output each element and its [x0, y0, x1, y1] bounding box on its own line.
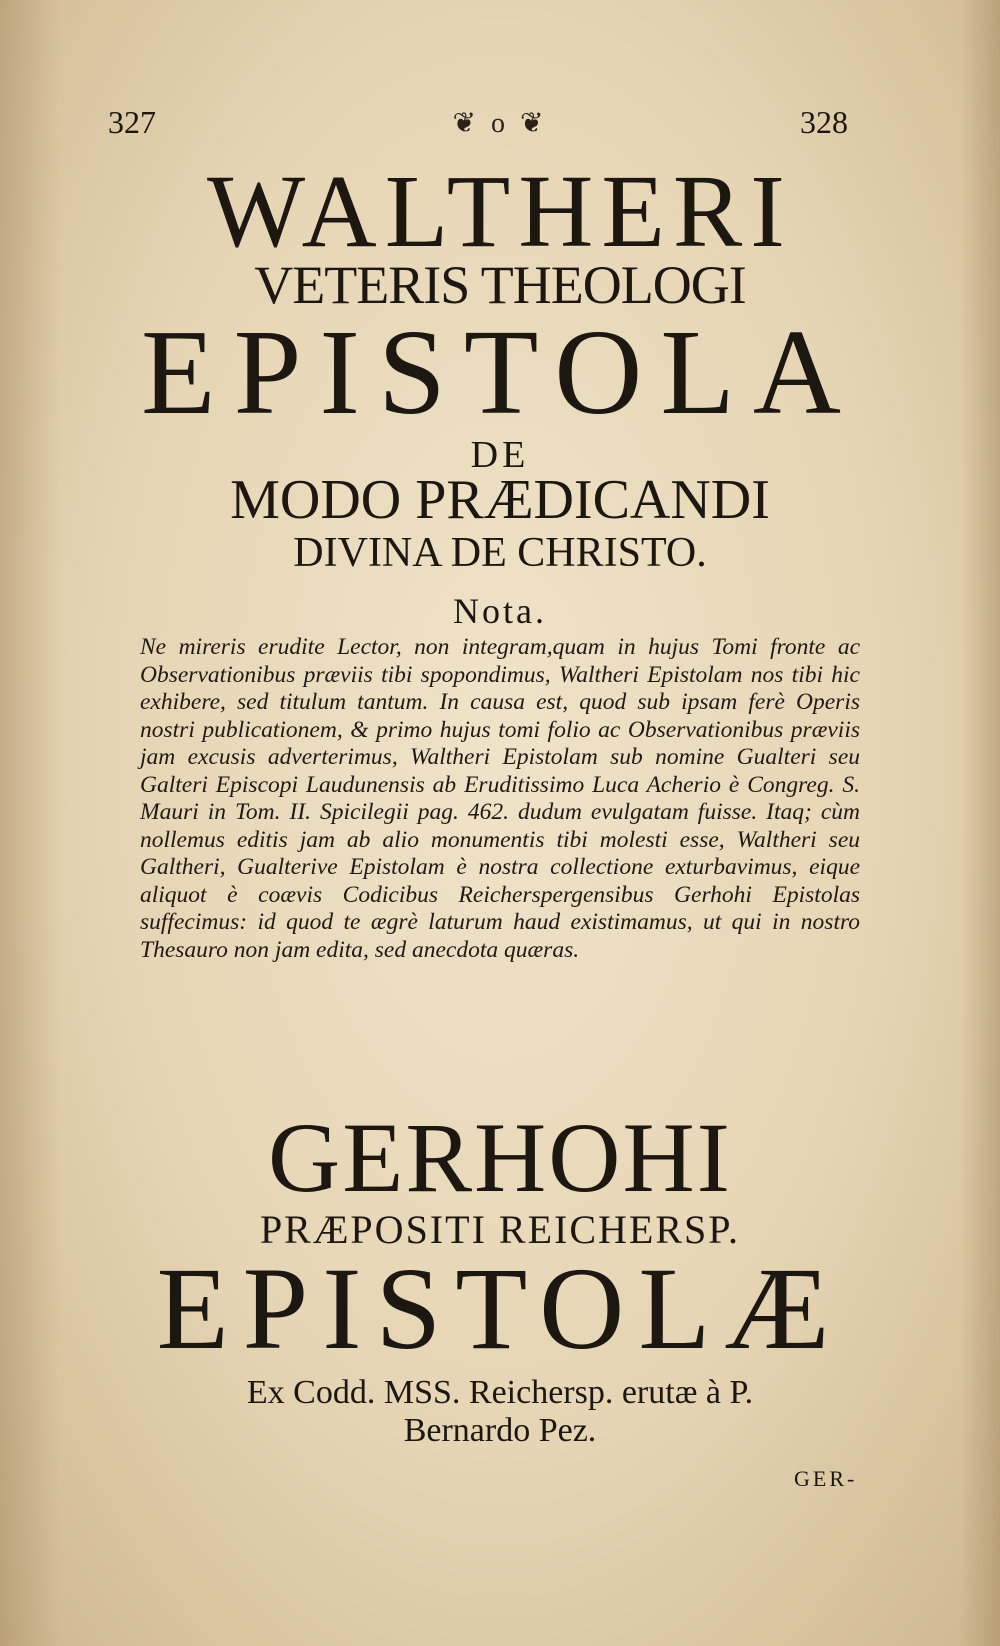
note-paragraph: Ne mireris erudite Lector, non integram,quam in hujus Tomi fronte ac Observationibus præviis tibi spopondimus, Waltheri Epistolam nos tibi hic exhibere, sed titulum tantum. In causa est, quod sub ipsam ferè Operis nostri publicationem, & primo hujus tomi folio ac Observationibus præviis jam excusis adverterimus, Waltheri Epistolam sub nomine Gualteri seu Galteri Episcopi Laudunensis ab Eruditissimo Luca Acherio è Congreg. S. Mauri in Tom. II. Spicilegii pag. 462. dudum evulgatam fuisse. Itaq; cùm nollemus editis jam ab alio monumentis tibi molesti esse, Waltheri seu Galtheri, Gualterive Epistolam è nostra collectione exturbavimus, eique aliquot è coævis Codicibus Reicherspergensibus Gerhohi Epistolas suffecimus: id quod te ægrè laturum haud existimamus, ut qui in nostro Thesauro non jam edita, sed anecdota quæras. [140, 634, 860, 963]
header-ornament: ❦ o ❦ [452, 108, 548, 139]
title-de: DE [470, 434, 530, 476]
page-number-right: 328 [800, 104, 848, 140]
subtitle-veteris-theologi: VETERIS THEOLOGI [254, 255, 746, 315]
title-gerhohi: GERHOHI [268, 1102, 732, 1213]
subtitle-praepositi: PRÆPOSITI REICHERSP. [259, 1207, 741, 1252]
source-line-2: Bernardo Pez. [403, 1412, 597, 1449]
title-epistolae: EPISTOLÆ [156, 1243, 844, 1374]
catchword: GER- [794, 1466, 858, 1491]
note-heading: Nota. [453, 591, 547, 631]
title-divina-de-christo: DIVINA DE CHRISTO. [293, 530, 707, 576]
title-modo-praedicandi: MODO PRÆDICANDI [230, 469, 770, 531]
title-waltheri: WALTHERI [207, 154, 793, 269]
page-number-left: 327 [108, 104, 156, 140]
title-epistola: EPISTOLA [141, 305, 859, 440]
source-line-1: Ex Codd. MSS. Reichersp. erutæ à P. [246, 1374, 754, 1411]
